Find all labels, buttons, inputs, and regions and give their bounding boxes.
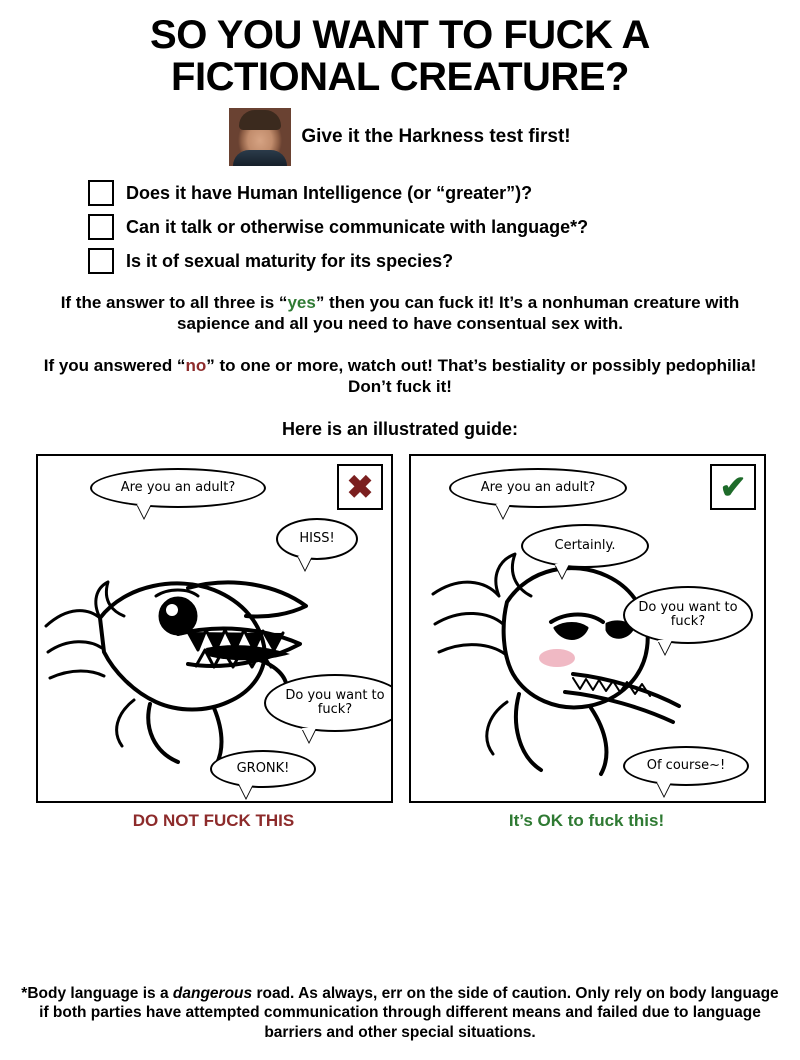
harkness-row [0, 108, 800, 166]
portrait-photo [229, 108, 291, 166]
speech-bubble: Of course~! [623, 746, 749, 786]
yes-pre-text: If the answer to all three is “ [60, 293, 288, 312]
footnote-part-1: *Body language is a [21, 984, 173, 1002]
footnote-emphasis: dangerous [172, 984, 253, 1002]
checkbox-maturity[interactable] [88, 248, 114, 274]
checklist-item[interactable] [88, 248, 800, 274]
footnote-part-2: road. As always, err on the side of caution. Only rely on body language if both parties have attempted communication through different means and failed due to language barriers and other special situations. [39, 984, 779, 1041]
speech-bubble: Are you an adult? [90, 468, 266, 508]
no-pre-text: If you answered “ [43, 355, 186, 375]
panel-caption-bad: DO NOT FUCK THIS [132, 811, 295, 830]
guide-lead-text: Here is an illustrated guide: [281, 419, 519, 439]
checklist-item[interactable] [88, 180, 800, 206]
panel-good [409, 454, 766, 803]
no-post-text: ” to one or more, watch out! That’s bestiality or possibly pedophilia! Don’t fuck it! [206, 355, 757, 396]
x-mark-icon: ✖ [337, 464, 383, 510]
checkbox-intelligence[interactable] [88, 180, 114, 206]
speech-bubble: GRONK! [210, 750, 316, 788]
title-line-1: SO YOU WANT TO FUCK A [150, 13, 650, 57]
speech-bubble: Are you an adult? [449, 468, 627, 508]
title-line-2: FICTIONAL CREATURE? [171, 55, 629, 99]
panel-caption-good: It’s OK to fuck this! [508, 811, 665, 830]
speech-bubble: Do you want to fuck? [264, 674, 393, 732]
checklist-label: Does it have Human Intelligence (or “greater”)? [126, 182, 533, 203]
checklist-item[interactable] [88, 214, 800, 240]
speech-bubble: Certainly. [521, 524, 649, 568]
creature-illustration-bad [38, 456, 391, 801]
speech-bubble: Do you want to fuck? [623, 586, 753, 644]
panel-good-wrap [409, 454, 764, 831]
panel-bad [36, 454, 393, 803]
checklist-label: Can it talk or otherwise communicate with language*? [126, 216, 589, 237]
harkness-checklist [88, 180, 800, 274]
speech-bubble: HISS! [276, 518, 358, 560]
footnote [0, 984, 800, 1042]
panel-bad-wrap [36, 454, 391, 831]
harkness-instruction: Give it the Harkness test first! [301, 126, 571, 147]
page-title [0, 0, 800, 98]
yes-keyword: yes [287, 293, 316, 312]
checklist-label: Is it of sexual maturity for its species? [126, 250, 454, 271]
yes-paragraph [24, 292, 776, 335]
yes-post-text: ” then you can fuck it! It’s a nonhuman creature with sapience and all you need to have consentual sex with. [177, 293, 740, 334]
comic-panels [0, 454, 800, 831]
no-keyword: no [185, 355, 207, 375]
check-mark-icon: ✔ [710, 464, 756, 510]
checkbox-language[interactable] [88, 214, 114, 240]
no-paragraph [24, 355, 776, 398]
